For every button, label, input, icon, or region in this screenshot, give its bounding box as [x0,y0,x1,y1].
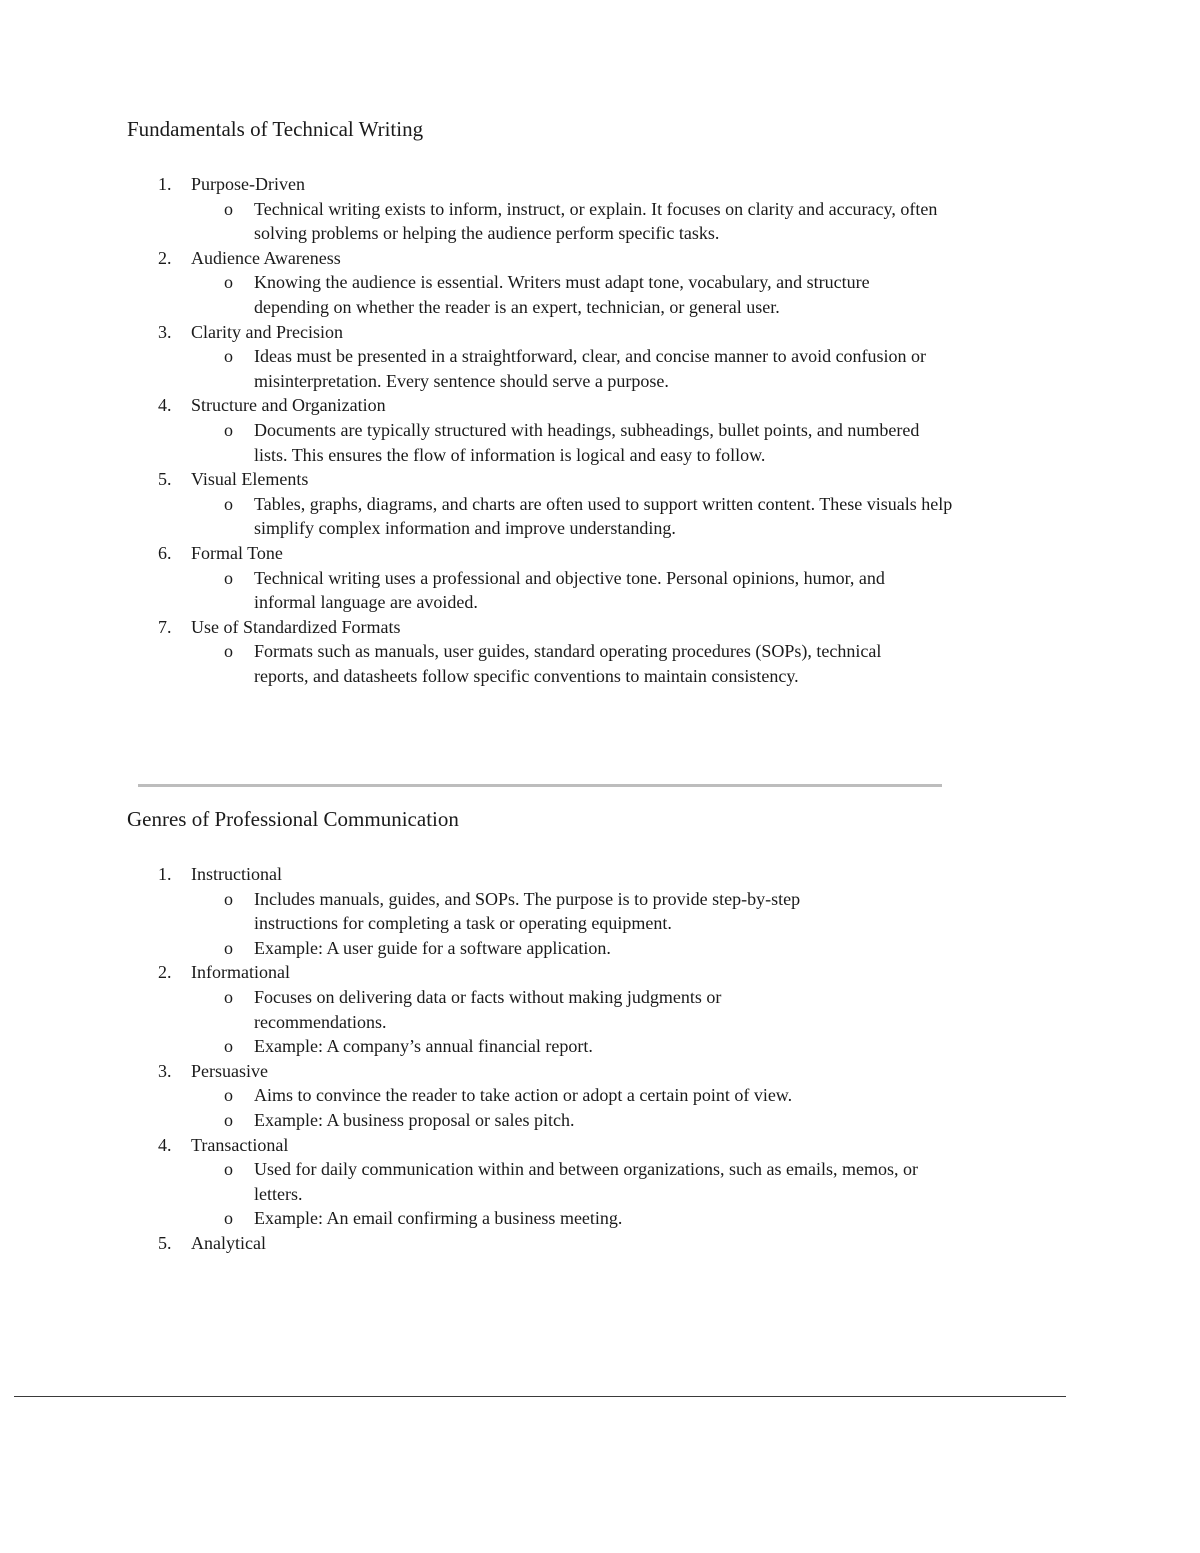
list-item [0,960,1000,1058]
item-heading: Informational [191,962,290,983]
bullet-marker: o [224,567,233,588]
item-number: 1. [158,864,172,884]
item-heading: Analytical [191,1232,266,1253]
section-title-genres: Genres of Professional Communication [127,807,459,831]
list-item [0,1059,1000,1133]
item-number: 3. [158,1060,172,1081]
bullet-marker: o [224,272,233,293]
bullet-text: o Technical writing exists to inform, instruct, or explain. It focuses on clarity and accuracy, often solving problems or helping the audience perform specific tasks. [224,198,938,244]
list-item [0,467,1000,541]
bullet-text: o Example: A user guide for a software application. [0,936,954,961]
item-heading: Audience Awareness [191,247,341,268]
bullet-text: o Technical writing uses a professional and objective tone. Personal opinions, humor, and informal language are avoided. [224,567,885,613]
item-number: 4. [158,1134,172,1155]
item-number: 5. [158,469,172,490]
bullet-text: o Formats such as manuals, user guides, standard operating procedures (SOPs), technical reports, and datasheets follow specific conventions to maintain consistency. [224,641,882,686]
bullet-text: o Tables, graphs, diagrams, and charts are often used to support written content. These visuals help simplify complex information and improve understanding. [224,493,953,539]
bullet-text: o Documents are typically structured with headings, subheadings, bullet points, and numbered lists. This ensures the flow of information is logical and easy to follow. [224,419,920,465]
item-number: 2. [158,247,172,268]
item-heading: Clarity and Precision [191,321,343,342]
bullet-text: o Aims to convince the reader to take action or adopt a certain point of view. [0,1083,954,1108]
section-title-fundamentals: Fundamentals of Technical Writing [127,117,424,141]
bullet-marker: o [224,888,233,909]
bullet-marker: o [224,1085,233,1106]
page-footer-rule [14,1396,1066,1397]
item-number: 4. [158,395,172,416]
item-heading: Visual Elements [191,469,309,490]
genres-list [0,862,1000,1256]
bullet-marker: o [224,419,233,440]
item-heading: Transactional [191,1134,289,1155]
item-heading: Formal Tone [191,542,283,563]
list-item [0,541,1000,615]
list-item [0,246,1000,320]
item-number: 2. [158,962,172,983]
item-heading: Structure and Organization [191,395,386,416]
bullet-text: o Example: A business proposal or sales pitch. [0,1108,954,1133]
item-number: 1. [158,174,172,194]
item-heading: Instructional [191,864,282,884]
bullet-marker: o [224,493,233,514]
bullet-marker: o [224,1036,233,1057]
list-item [0,320,1000,394]
bullet-text: o Used for daily communication within and between organizations, such as emails, memos, or letters. [224,1159,919,1204]
list-item [0,1133,1000,1231]
bullet-marker: o [224,986,233,1007]
item-number: 7. [158,616,172,637]
list-item [0,862,1000,960]
item-heading: Persuasive [191,1060,268,1081]
bullet-text: o Example: An email confirming a business meeting. [0,1206,954,1231]
bullet-marker: o [224,1159,233,1180]
list-item [0,172,1000,246]
item-number: 5. [158,1232,172,1253]
section-divider [138,784,942,787]
item-number: 3. [158,321,172,342]
bullet-marker: o [224,346,233,367]
item-number: 6. [158,542,172,563]
bullet-text: o Includes manuals, guides, and SOPs. The purpose is to provide step-by-step instructions for completing a task or operating equipment. [224,888,801,934]
fundamentals-list [0,172,1000,688]
bullet-marker: o [224,198,233,219]
bullet-text: o Ideas must be presented in a straightforward, clear, and concise manner to avoid confusion or misinterpretation. Every sentence should serve a purpose. [224,346,927,391]
bullet-text: o Example: A company’s annual financial report. [0,1034,954,1059]
list-item [0,393,1000,467]
item-heading: Purpose-Driven [191,174,305,194]
bullet-marker: o [224,1109,233,1130]
bullet-text: o Knowing the audience is essential. Writers must adapt tone, vocabulary, and structure depending on whether the reader is an expert, technician, or general user. [224,272,870,317]
bullet-marker: o [224,937,233,958]
list-item [0,615,1000,689]
list-item [0,1231,1000,1256]
item-heading: Use of Standardized Formats [191,616,401,637]
bullet-marker: o [224,1208,233,1229]
bullet-marker: o [224,641,233,662]
bullet-text: o Focuses on delivering data or facts without making judgments or recommendations. [224,986,722,1032]
